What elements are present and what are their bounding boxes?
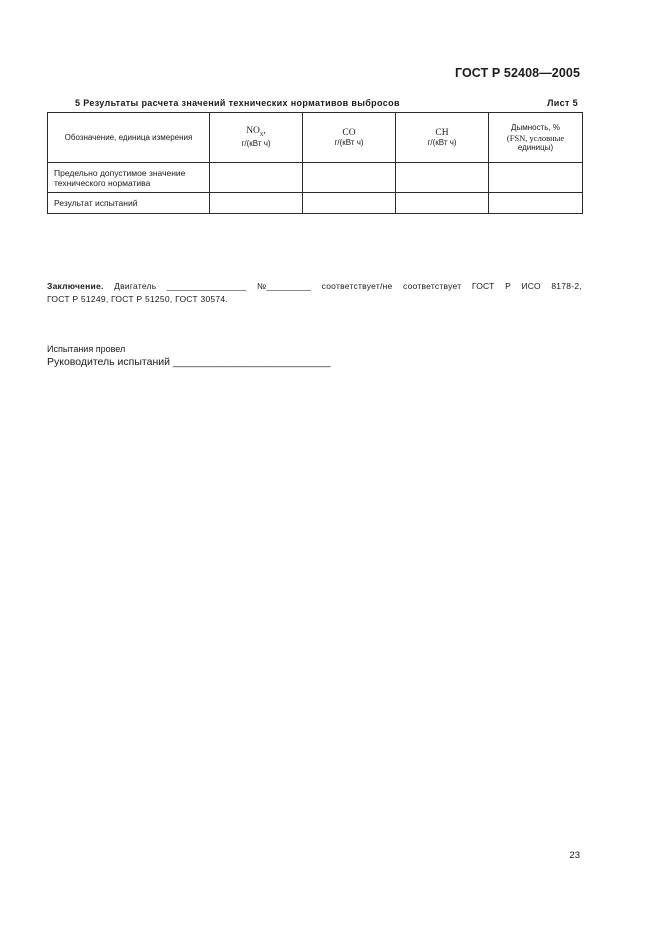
standard-word-3: ИСО [521,281,541,291]
results-table [47,112,583,214]
smoke-line-1: Дымность, % [511,122,560,132]
standard-word-4: 8178-2, [551,281,582,291]
conclusion-line-2: ГОСТ Р 51249, ГОСТ Р 51250, ГОСТ 30574. [47,294,228,304]
section-header [47,98,580,112]
nox-unit: г/(кВт ч) [241,138,271,148]
smoke-line-3: единицы) [517,142,554,152]
engine-text: Двигатель [114,281,157,291]
cell-smoke-limit [489,163,583,193]
table-row [48,193,583,214]
col-header-ch [396,113,489,163]
co-formula: CO [342,127,356,138]
engine-number-blank: №_________ [256,281,312,291]
smoke-line-2: (FSN, условные [506,132,565,143]
cell-ch-result [396,193,489,214]
section-title: 5 Результаты расчета значений технических нормативов выбросов [75,98,400,108]
col-header-co [303,113,396,163]
ch-unit: г/(кВт ч) [427,137,457,147]
col-header-designation: Обозначение, единица измерения [48,113,210,163]
standard-word-2: Р [505,281,511,291]
table-row [48,163,583,193]
conclusion-label: Заключение. [47,281,104,291]
col-header-smoke [489,113,583,163]
cell-nox-limit [210,163,303,193]
page-number: 23 [569,850,580,861]
col-header-nox [210,113,303,163]
tested-by-label: Испытания провел [47,344,126,354]
verdict-text-2: соответствует [402,281,462,291]
cell-nox-result [210,193,303,214]
conclusion-line-1 [47,280,582,293]
cell-co-result [303,193,396,214]
cell-ch-limit [396,163,489,193]
head-of-tests-line [47,356,331,368]
document-code: ГОСТ Р 52408—2005 [454,66,580,80]
engine-blank: ________________ [166,281,247,291]
table-header-row [48,113,583,163]
row-label-result: Результат испытаний [48,193,210,214]
head-of-tests-blank: ___________________________ [172,356,331,368]
cell-smoke-result [489,193,583,214]
sheet-label: Лист 5 [547,98,578,108]
ch-formula: CH [435,127,449,138]
conclusion-paragraph [47,280,582,306]
head-of-tests-label: Руководитель испытаний [47,356,170,368]
nox-formula: $NO_x$, [246,126,266,138]
cell-co-limit [303,163,396,193]
verdict-text: соответствует/не [321,281,393,291]
row-label-limit: Предельно допустимое значение технического норматива [48,163,210,193]
co-unit: г/(кВт ч) [334,137,364,147]
standard-word-1: ГОСТ [471,281,495,291]
